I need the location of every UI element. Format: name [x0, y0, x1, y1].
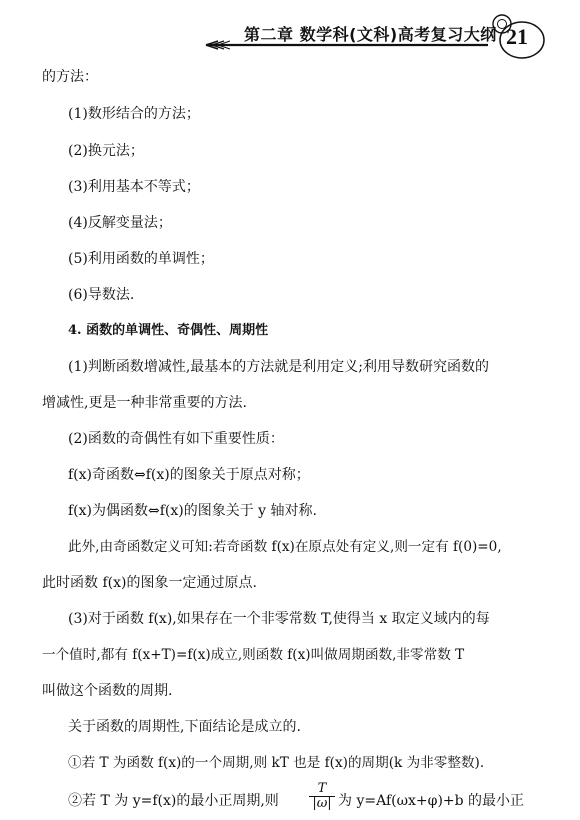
chapter-title: 第二章 数学科(文科)高考复习大纲 [244, 25, 497, 44]
fraction [309, 782, 335, 811]
list-item: (1)数形结合的方法； [68, 106, 200, 122]
paragraph-line: (2)函数的奇偶性有如下重要性质： [68, 431, 284, 447]
fraction-denominator: |ω| [309, 796, 335, 811]
text-line: 的方法： [42, 69, 98, 85]
paragraph-line: (1)判断函数增减性,最基本的方法就是利用定义;利用导数研究函数的 [68, 359, 489, 375]
list-item: (6)导数法. [68, 287, 135, 303]
paragraph-line: 一个值时,都有 f(x+T)=f(x)成立,则函数 f(x)叫做周期函数,非零常数 T [42, 647, 465, 663]
list-item: ①若 T 为函数 f(x)的一个周期,则 kT 也是 f(x)的周期(k 为非零整数). [68, 755, 485, 771]
list-item: (3)利用基本不等式； [68, 179, 200, 195]
page-header [0, 0, 580, 62]
paragraph-line: 叫做这个函数的周期. [42, 683, 173, 699]
list-item: (2)换元法； [68, 143, 144, 159]
page-number: 21 [506, 24, 528, 49]
paragraph-line: 此外,由奇函数定义可知:若奇函数 f(x)在原点处有定义,则一定有 f(0)=0, [68, 539, 502, 555]
list-item: (5)利用函数的单调性； [68, 251, 214, 267]
paragraph-line: 增减性,更是一种非常重要的方法. [42, 395, 247, 411]
paragraph-line: 关于函数的周期性,下面结论是成立的. [68, 719, 301, 735]
list-item: ②若 T 为 y=f(x)的最小正周期,则 [68, 793, 279, 809]
paragraph-line: (3)对于函数 f(x),如果存在一个非零常数 T,使得当 x 取定义域内的每 [68, 611, 490, 627]
paragraph-line: 此时函数 f(x)的图象一定通过原点. [42, 575, 257, 591]
fraction-numerator: T [317, 781, 327, 796]
list-item: (4)反解变量法； [68, 215, 172, 231]
section-heading: 4. 函数的单调性、奇偶性、周期性 [68, 323, 269, 338]
list-item: 为 y=Af(ωx+φ)+b 的最小正 [338, 793, 525, 809]
formula-line: f(x)为偶函数⇔f(x)的图象关于 y 轴对称. [68, 503, 317, 519]
formula-line: f(x)奇函数⇔f(x)的图象关于原点对称； [68, 467, 310, 483]
